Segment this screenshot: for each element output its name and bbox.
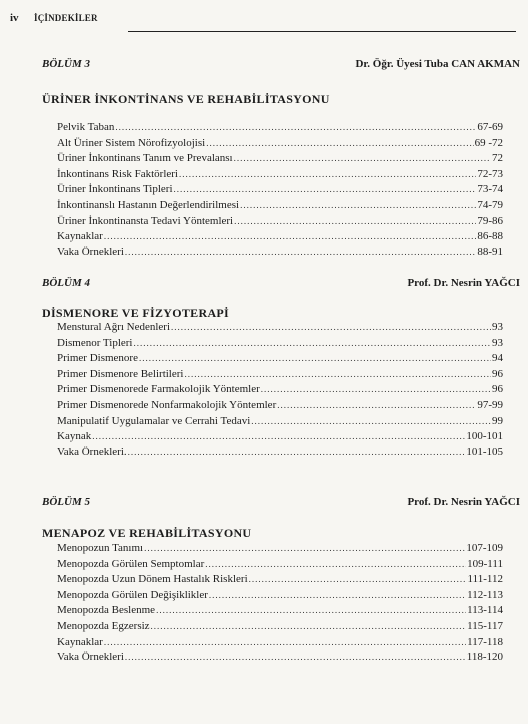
- toc-entry-page: 107-109: [466, 542, 503, 554]
- toc-entry: [57, 414, 503, 430]
- dot-leader: [139, 351, 491, 367]
- chapter-4: [0, 277, 528, 458]
- toc-entry-title: İnkontinanslı Hastanın Değerlendirilmesi: [57, 198, 240, 211]
- toc-entry: [57, 320, 503, 336]
- dot-leader: [144, 541, 465, 557]
- toc-entry: [57, 136, 503, 152]
- toc-entry-page: 72-73: [477, 167, 503, 180]
- toc-entry-page: 111-112: [467, 573, 503, 586]
- chapter-head: [0, 58, 528, 76]
- toc-entry-title: Primer Dismenorede Farmakolojik Yöntemler: [57, 383, 260, 396]
- toc-entry: [57, 382, 503, 398]
- toc-entry-title: Dismenor Tipleri: [57, 336, 133, 349]
- dot-leader: [171, 320, 491, 336]
- toc-entry-title: İnkontinans Risk Faktörleri: [57, 167, 178, 180]
- dot-leader: [184, 367, 491, 383]
- dot-leader: [115, 120, 476, 136]
- toc-entry-title: Vaka Örnekleri: [57, 651, 124, 664]
- toc-entry-page: 112-113: [467, 588, 503, 601]
- toc-entry: [57, 120, 503, 136]
- toc-entry: [57, 572, 503, 588]
- dot-leader: [277, 398, 476, 414]
- toc-entry-page: 96: [492, 367, 503, 380]
- toc-entry-page: 79-86: [477, 214, 503, 227]
- dot-leader: [128, 445, 466, 461]
- chapter-author: Dr. Öğr. Üyesi Tuba CAN AKMAN: [355, 58, 520, 70]
- toc-entry-page: 117-118: [467, 635, 503, 648]
- toc-entry-title: Kaynaklar: [57, 230, 103, 243]
- toc-entry-page: 96: [492, 383, 503, 396]
- dot-leader: [261, 382, 491, 398]
- toc-entry-title: Pelvik Taban: [57, 121, 115, 133]
- toc-entry-title: Üriner İnkontinans Tanım ve Prevalansı: [57, 152, 233, 165]
- dot-leader: [174, 182, 477, 198]
- chapter-label: BÖLÜM 5: [42, 496, 90, 508]
- toc-list: [57, 541, 503, 666]
- toc-entry-title: Kaynaklar: [57, 635, 103, 648]
- toc-entry-page: 94: [492, 352, 503, 365]
- toc-entry-page: 101-105: [466, 445, 503, 458]
- toc-entry-page: 69 -72: [474, 136, 503, 149]
- toc-entry-page: 99: [492, 414, 503, 427]
- chapter-label: BÖLÜM 3: [42, 58, 90, 70]
- toc-entry-page: 93: [492, 336, 503, 349]
- toc-entry-title: Primer Dismenore: [57, 352, 138, 365]
- chapter-author: Prof. Dr. Nesrin YAĞCI: [407, 277, 520, 289]
- toc-entry: [57, 603, 503, 619]
- toc-entry-page: 109-111: [467, 557, 503, 570]
- toc-entry: [57, 588, 503, 604]
- dot-leader: [234, 151, 491, 167]
- toc-entry-page: 74-79: [477, 198, 503, 211]
- chapter-title: DİSMENORE VE FİZYOTERAPİ: [42, 306, 230, 320]
- toc-entry: [57, 429, 503, 445]
- toc-entry-page: 67-69: [477, 121, 503, 133]
- page-number: iv: [10, 12, 19, 24]
- toc-entry: [57, 619, 503, 635]
- dot-leader: [125, 245, 476, 261]
- toc-entry: [57, 398, 503, 414]
- toc-entry: [57, 336, 503, 352]
- chapter-title: ÜRİNER İNKONTİNANS VE REHABİLİTASYONU: [42, 92, 330, 106]
- toc-entry-page: 72: [492, 152, 503, 165]
- chapter-head: [0, 496, 528, 514]
- toc-entry-title: Vaka Örnekleri.: [57, 445, 127, 458]
- toc-entry-title: Primer Dismenorede Nonfarmakolojik Yöntemler: [57, 398, 277, 411]
- chapter-3: [0, 58, 528, 258]
- dot-leader: [125, 650, 466, 666]
- dot-leader: [104, 635, 466, 651]
- toc-entry-page: 93: [492, 321, 503, 333]
- toc-entry-title: Menopozun Tanımı: [57, 542, 144, 554]
- header-rule: [128, 31, 516, 32]
- toc-entry: [57, 151, 503, 167]
- dot-leader: [133, 336, 491, 352]
- running-title: İÇİNDEKİLER: [34, 13, 98, 23]
- dot-leader: [179, 167, 476, 183]
- toc-entry: [57, 650, 503, 666]
- chapter-title: MENAPOZ VE REHABİLİTASYONU: [42, 526, 252, 540]
- dot-leader: [209, 588, 466, 604]
- dot-leader: [249, 572, 467, 588]
- toc-entry-title: Menstural Ağrı Nedenleri: [57, 321, 171, 333]
- page-header: [10, 10, 516, 34]
- toc-entry: [57, 245, 503, 261]
- toc-entry-page: 113-114: [467, 604, 503, 617]
- toc-list: [57, 320, 503, 460]
- toc-entry: [57, 351, 503, 367]
- toc-entry-title: Menopozda Görülen Semptomlar: [57, 557, 205, 570]
- toc-entry: [57, 214, 503, 230]
- toc-entry-page: 73-74: [477, 183, 503, 196]
- toc-entry-title: Menopozda Uzun Dönem Hastalık Riskleri: [57, 573, 248, 586]
- toc-entry-title: Kaynak: [57, 430, 92, 443]
- toc-entry: [57, 182, 503, 198]
- toc-entry: [57, 167, 503, 183]
- dot-leader: [104, 229, 477, 245]
- chapter-author: Prof. Dr. Nesrin YAĞCI: [407, 496, 520, 508]
- toc-entry: [57, 557, 503, 573]
- chapter-5: [0, 496, 528, 664]
- toc-entry-title: Üriner İnkontinans Tipleri: [57, 183, 173, 196]
- toc-entry-title: Üriner İnkontinansta Tedavi Yöntemleri: [57, 214, 234, 227]
- toc-entry: [57, 635, 503, 651]
- dot-leader: [234, 214, 476, 230]
- toc-entry: [57, 229, 503, 245]
- toc-entry: [57, 541, 503, 557]
- chapter-label: BÖLÜM 4: [42, 277, 90, 289]
- toc-entry: [57, 367, 503, 383]
- dot-leader: [151, 619, 467, 635]
- toc-entry-page: 100-101: [466, 430, 503, 443]
- toc-entry: [57, 445, 503, 461]
- toc-entry-page: 97-99: [477, 398, 503, 411]
- dot-leader: [251, 414, 491, 430]
- dot-leader: [156, 603, 466, 619]
- dot-leader: [240, 198, 476, 214]
- toc-entry-title: Menopozda Görülen Değişiklikler: [57, 588, 208, 601]
- toc-entry-page: 115-117: [467, 619, 503, 632]
- toc-entry-page: 118-120: [466, 651, 503, 664]
- toc-list: [57, 120, 503, 260]
- toc-entry-page: 86-88: [477, 230, 503, 243]
- toc-entry-page: 88-91: [477, 245, 503, 258]
- toc-entry-title: Menopozda Beslenme: [57, 604, 156, 617]
- toc-entry-title: Vaka Örnekleri: [57, 245, 124, 258]
- dot-leader: [206, 136, 473, 152]
- dot-leader: [205, 557, 466, 573]
- dot-leader: [92, 429, 465, 445]
- chapter-head: [0, 277, 528, 295]
- toc-entry: [57, 198, 503, 214]
- toc-entry-title: Alt Üriner Sistem Nörofizyolojisi: [57, 136, 206, 149]
- toc-entry-title: Primer Dismenore Belirtileri: [57, 367, 184, 380]
- toc-entry-title: Menopozda Egzersiz: [57, 619, 150, 632]
- toc-entry-title: Manipulatif Uygulamalar ve Cerrahi Tedavi: [57, 414, 251, 427]
